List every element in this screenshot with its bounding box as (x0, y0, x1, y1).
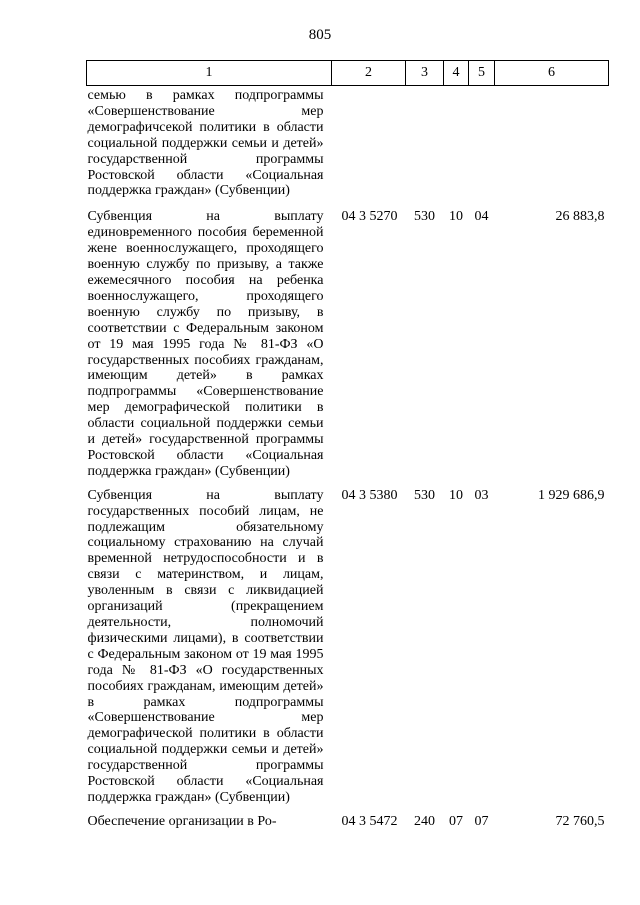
row-subsection: 04 (474, 209, 489, 225)
row-target-article: 04 3 5270 (341, 209, 398, 225)
row-expense-type: 530 (414, 209, 435, 225)
row-subsection: 07 (474, 813, 489, 829)
row-section (444, 86, 469, 210)
row-amount: 1 929 686,9 (538, 487, 605, 503)
row-section: 10 (449, 487, 463, 503)
header-col-4: 4 (444, 61, 469, 86)
table-row (87, 209, 609, 487)
row-subsection: 03 (474, 487, 489, 503)
row-subsection (469, 86, 495, 210)
row-target-article: 04 3 5380 (341, 487, 398, 503)
header-row (87, 61, 609, 86)
row-description: семью в рамках подпрограммы «Совершенствование мер демографичсекой политики в области социальной поддержки семьи и детей» государственной программы Ростовской области «Социальная поддержка граждан» (Субвенции) (87, 88, 324, 199)
row-amount: 72 760,5 (555, 813, 605, 829)
row-description: Обеспечение организации в Ро- (87, 813, 277, 829)
header-col-5: 5 (469, 61, 495, 86)
row-section: 10 (449, 209, 463, 225)
table-row (87, 86, 609, 210)
header-col-6: 6 (495, 61, 609, 86)
row-amount (495, 86, 609, 210)
row-description: Субвенция на выплату единовременного пособия беременной жене военнослужащего, проходящего военную службу по призыву, а также ежемесячного пособия на ребенка военнослужащего, проходящего военную службу по призыву, в соответствии с Федеральным законом от 19 мая 1995 года № 81-ФЗ «О государственных пособиях гражданам, имеющим детей» в рамках подпрограммы «Совершенствование мер демографической политики в области социальной поддержки семьи и детей» государственной программы Ростовской области «Социальная поддержка граждан» (Субвенции) (87, 209, 324, 479)
header-col-1: 1 (87, 61, 332, 86)
row-description: Субвенция на выплату государственных пособий лицам, не подлежащим обязательному социальному страхованию на случай временной нетрудоспособности и в связи с материнством, и лицам, уволенным в связи с ликвидацией организаций (прекращением деятельности, полномочий физическими лицами), в соответствии с Федеральным законом от 19 мая 1995 года № 81-ФЗ «О государственных пособиях гражданам, имеющим детей» в рамках подпрограммы «Совершенствование мер демографической политики в области социальной поддержки семьи и детей» государственной программы Ростовской области «Социальная поддержка граждан» (Субвенции) (87, 487, 324, 805)
table-row (87, 814, 609, 838)
page-number: 805 (308, 27, 332, 43)
row-amount: 26 883,8 (555, 209, 605, 225)
row-section: 07 (449, 813, 463, 829)
row-expense-type: 240 (414, 813, 435, 829)
budget-table (86, 60, 609, 838)
header-col-2: 2 (332, 61, 406, 86)
table-row (87, 488, 609, 814)
row-target-article (332, 86, 406, 210)
row-expense-type (406, 86, 444, 210)
row-expense-type: 530 (414, 487, 435, 503)
row-target-article: 04 3 5472 (341, 813, 398, 829)
header-col-3: 3 (406, 61, 444, 86)
